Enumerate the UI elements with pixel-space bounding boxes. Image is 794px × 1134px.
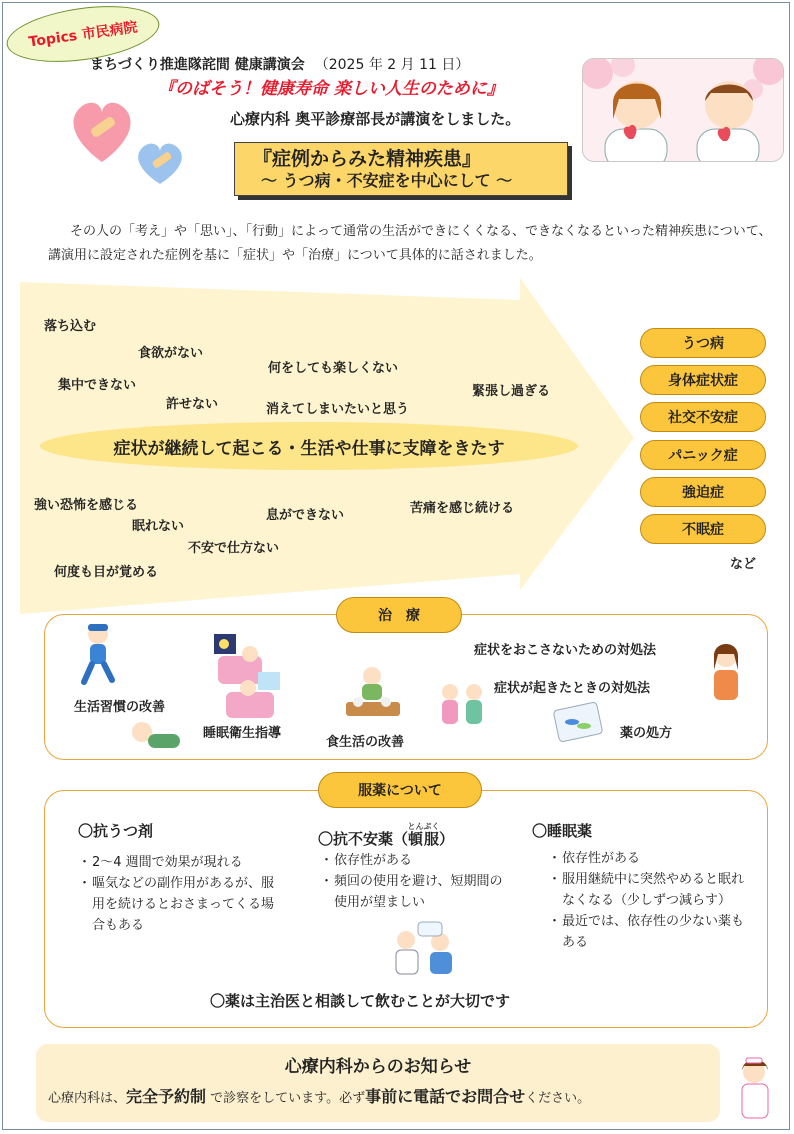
notice-body: 心療内科は、完全予約制 で診察をしています。必ず事前に電話でお問合せください。 (48, 1087, 591, 1106)
symptom-label: 許せない (166, 397, 219, 412)
diagnosis-pill: 身体症状症 (640, 365, 766, 395)
symptom-label: 苦痛を感じ続ける (410, 501, 515, 516)
two-people-talking-icon (436, 682, 490, 728)
intro-paragraph: その人の「考え」や「思い」、「行動」によって通常の生活ができにくくなる、できなくなるといった精神疾患について、講演用に設定された症例を基に「症状」や「治療」について具体的に話されました。 (48, 224, 772, 263)
phone-emphasis: 事前に電話でお問合せ (365, 1087, 526, 1106)
lecture-theme-box (234, 142, 568, 196)
symptom-label: 強い恐怖を感じる (34, 498, 139, 513)
symptom-label: 消えてしまいたいと思う (266, 402, 410, 417)
diagnosis-pill: うつ病 (640, 328, 766, 358)
medication-label: 服薬について (318, 772, 482, 808)
nurse-icon (730, 1056, 780, 1122)
treatment-item: 食生活の改善 (326, 735, 405, 750)
theme-title: 『症例からみた精神疾患』 (253, 148, 482, 170)
medicine-packet-icon (552, 702, 604, 744)
symptom-label: 息ができない (266, 508, 345, 523)
anxious-woman-icon (700, 640, 750, 706)
lecture-slogan: 『のばそう！健康寿命 楽しい人生のために』 (158, 79, 504, 99)
symptom-label: 食欲がない (138, 346, 204, 361)
diagnosis-pill: 社交不安症 (640, 402, 766, 432)
treatment-item: 生活習慣の改善 (74, 700, 166, 715)
doctor-patient-icon (388, 920, 462, 978)
reservation-emphasis: 完全予約制 (126, 1087, 207, 1106)
treatment-item: 薬の処方 (620, 726, 673, 741)
anxiolytic-title: 〇抗不安薬（頓服とんぷく） (318, 822, 455, 848)
symptom-label: 何度も目が覚める (54, 565, 159, 580)
treatment-item: 睡眠衛生指導 (203, 726, 282, 741)
hypnotic-title: 〇睡眠薬 (532, 822, 593, 840)
speaker-line: 心療内科 奥平診療部長が講演をしました。 (230, 110, 521, 128)
lecture-title: まちづくり推進隊詫間 健康講演会 （2025 年 2 月 11 日） (90, 57, 470, 73)
lecture-date: （2025 年 2 月 11 日） (314, 57, 470, 73)
list-item: ・ 最近では、依存性の少ない薬もある (550, 911, 748, 953)
jogging-man-icon (78, 620, 122, 686)
treatment-item: 症状をおこさないための対処法 (474, 643, 657, 658)
couple-holding-hearts-icon (582, 58, 784, 162)
anxiolytic-points (322, 850, 508, 913)
notice-title: 心療内科からのお知らせ (284, 1057, 472, 1077)
list-item: ・ 頻回の使用を避け、短期間の使用が望ましい (322, 871, 508, 913)
list-item: ・ 服用継続中に突然やめると眠れなくなる（少しずつ減らす） (550, 869, 748, 911)
main-symptom-statement: 症状が継続して起こる・生活や仕事に支障をきたす (40, 422, 578, 470)
list-item: ・ 依存性がある (550, 848, 748, 869)
symptom-label: 眠れない (132, 519, 185, 534)
symptom-label: 集中できない (58, 378, 137, 393)
diagnosis-pill: 不眠症 (640, 514, 766, 544)
symptom-label: 不安で仕方ない (188, 541, 280, 556)
treatment-item: 症状が起きたときの対処法 (494, 681, 651, 696)
list-item: ・ 嘔気などの副作用があるが、服用を続けるとおさまってくる場合もある (80, 873, 280, 936)
antidepressant-points (80, 852, 280, 936)
treatment-label: 治 療 (336, 597, 462, 633)
diagnoses-etc: など (730, 557, 757, 572)
sleeping-person-icon (128, 714, 184, 752)
theme-subtitle: 〜 うつ病・不安症を中心にして 〜 (261, 171, 513, 190)
medication-footer: 〇薬は主治医と相談して飲むことが大切です (210, 992, 511, 1010)
list-item: ・ 2〜4 週間で効果が現れる (80, 852, 280, 873)
heart-bandage-blue-icon (132, 138, 192, 190)
topics-badge: Topics 市民病院 (3, 0, 163, 70)
elderly-eating-icon (342, 664, 404, 718)
antidepressant-title: 〇抗うつ剤 (78, 822, 154, 840)
symptom-label: 落ち込む (44, 319, 97, 334)
sleeping-person-icon (212, 632, 292, 722)
diagnosis-pill: パニック症 (640, 440, 766, 470)
list-item: ・ 依存性がある (322, 850, 508, 871)
symptom-label: 緊張し過ぎる (472, 384, 551, 399)
diagnosis-pill: 強迫症 (640, 477, 766, 507)
hypnotic-points (550, 848, 748, 953)
symptom-label: 何をしても楽しくない (268, 361, 399, 376)
notice-box (36, 1044, 720, 1122)
